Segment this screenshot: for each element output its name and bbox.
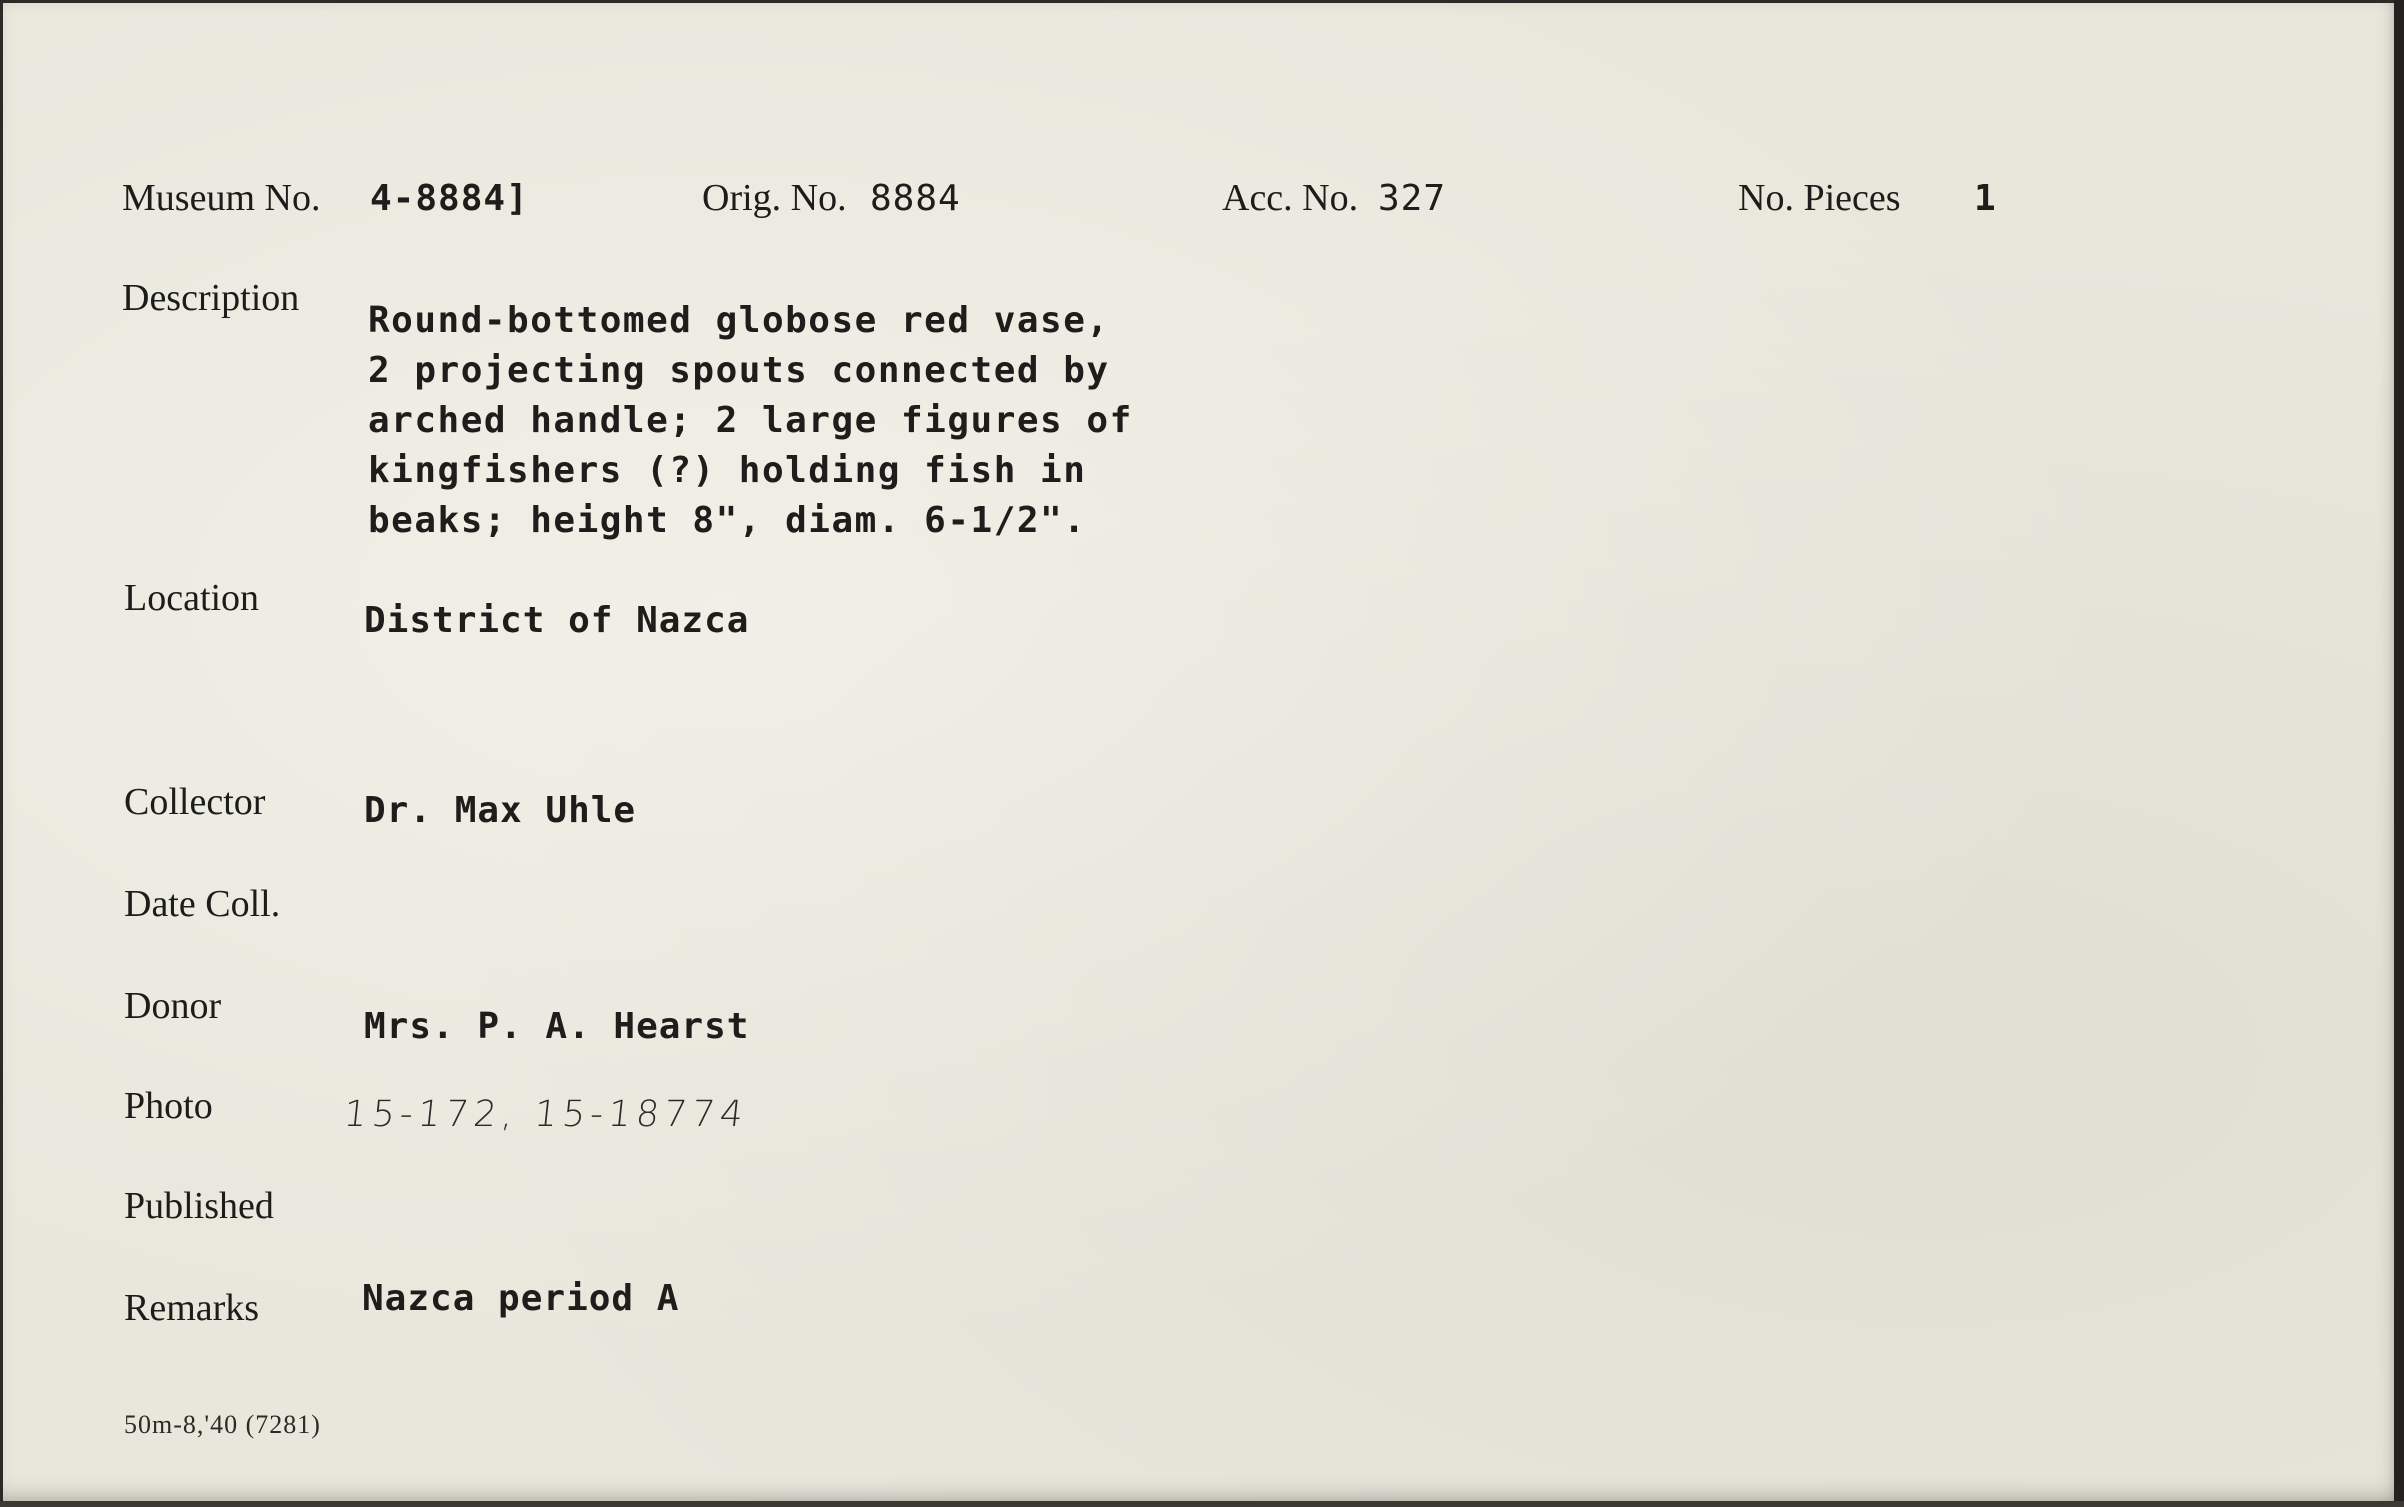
card-bottom-edge [0, 1501, 2404, 1507]
description-line: 2 projecting spouts connected by [368, 350, 1110, 391]
date-coll-label: Date Coll. [124, 883, 281, 925]
acc-no-value: 327 [1378, 178, 1447, 219]
collector-value: Dr. Max Uhle [364, 790, 637, 831]
description-line: kingfishers (?) holding fish in [368, 450, 1087, 491]
published-label: Published [124, 1185, 274, 1227]
remarks-value: Nazca period A [362, 1278, 680, 1319]
museum-no-label: Museum No. [122, 177, 321, 219]
donor-value: Mrs. P. A. Hearst [364, 1006, 750, 1047]
description-text [368, 296, 1133, 546]
location-label: Location [124, 577, 260, 619]
orig-no-label: Orig. No. [702, 177, 847, 219]
description-line: arched handle; 2 large figures of [368, 400, 1133, 441]
description-line: Round-bottomed globose red vase, [368, 300, 1110, 341]
orig-no-value: 8884 [870, 178, 961, 219]
photo-value-handwritten: 15-172, 15-18774 [341, 1094, 750, 1135]
museum-no-value: 4-8884] [370, 178, 529, 219]
photo-label: Photo [124, 1085, 213, 1127]
donor-label: Donor [124, 985, 222, 1027]
print-code: 50m-8,'40 (7281) [124, 1410, 321, 1439]
acc-no-label: Acc. No. [1222, 177, 1359, 219]
description-label: Description [122, 277, 300, 319]
remarks-label: Remarks [124, 1287, 260, 1329]
location-value: District of Nazca [364, 600, 750, 641]
card-edge-shadow [2394, 0, 2404, 1507]
no-pieces-value: 1 [1974, 178, 1997, 219]
description-line: beaks; height 8", diam. 6-1/2". [368, 500, 1087, 541]
collector-label: Collector [124, 781, 266, 823]
no-pieces-label: No. Pieces [1738, 177, 1901, 219]
